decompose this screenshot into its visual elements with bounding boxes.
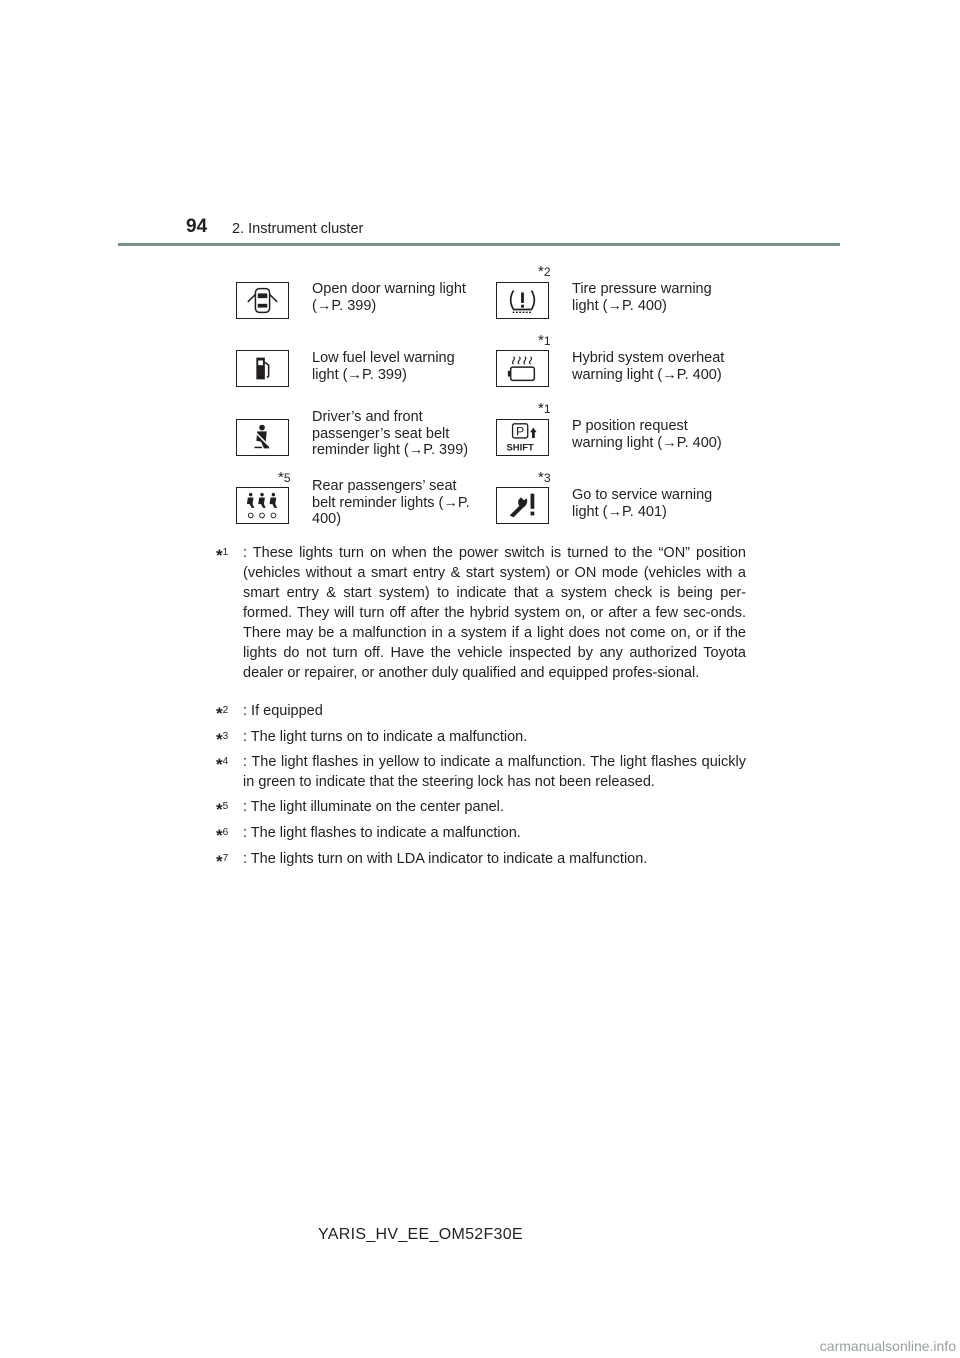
seat-belt-light-text: Driver’s and front passenger’s seat belt reminder light (→P. 399) bbox=[312, 409, 469, 458]
hybrid-overheat-light-text: Hybrid system overheat warning light (→P. 400) bbox=[572, 350, 725, 383]
footnote-text: : The light flashes in yellow to indicate a malfunction. The light flashes quickly in green to indicate that the steering lock has not been released. bbox=[243, 754, 746, 790]
footnote-star: *5 bbox=[278, 469, 291, 486]
shift-label: SHIFT bbox=[506, 442, 534, 454]
footnote-text: : The light illuminate on the center panel. bbox=[243, 799, 504, 815]
star-number: 5 bbox=[283, 471, 291, 485]
footnote-5: *$^5$ : The light illuminate on the center panel. bbox=[216, 797, 746, 817]
section-title: 2. Instrument cluster bbox=[232, 221, 364, 237]
seat-belt-icon bbox=[236, 419, 289, 456]
footnote-2: *$^2$ : If equipped bbox=[216, 701, 746, 721]
service-light-text: Go to service warning light (→P. 401) bbox=[572, 487, 713, 520]
p-position-light-text: P position request warning light (→P. 400) bbox=[572, 418, 722, 451]
rear-seat-belt-icon bbox=[236, 487, 289, 524]
open-door-icon bbox=[236, 282, 289, 319]
footnote-star: *2 bbox=[538, 263, 551, 280]
star-number: 1 bbox=[543, 402, 551, 416]
p-label: P bbox=[516, 424, 525, 439]
footnote-1: *$^1$ : These lights turn on when the power switch is turned to the “ON” position (vehicles without a smart entry & start system) or ON mode (vehicles with a smart entry & start system) to indicate that a system check is being per-formed. They will turn off after the hybrid system on, or after a few sec-onds. There may be a malfunction in a system if a light does not come on, or if the lights do not turn off. Have the vehicle inspected by any authorized Toyota dealer or repairer, or another duly qualified and equipped profes-sional. bbox=[216, 545, 746, 681]
tire-pressure-light-text: Tire pressure warning light (→P. 400) bbox=[572, 281, 712, 314]
document-code: YARIS_HV_EE_OM52F30E bbox=[318, 1226, 523, 1243]
footnote-text: : The lights turn on with LDA indicator to indicate a malfunction. bbox=[243, 851, 648, 867]
footnote-text: : If equipped bbox=[243, 703, 323, 719]
tire-pressure-icon bbox=[496, 282, 549, 319]
watermark: carmanualsonline.info bbox=[819, 1338, 956, 1354]
open-door-light-text: Open door warning light (→P. 399) bbox=[312, 281, 466, 314]
star-number: 2 bbox=[543, 265, 551, 279]
low-fuel-light-text: Low fuel level warning light (→P. 399) bbox=[312, 350, 455, 383]
footnote-star: *3 bbox=[538, 469, 551, 486]
p-shift-icon bbox=[496, 419, 549, 456]
rear-seat-belt-light-text: Rear passengers’ seat belt reminder lights (→P. 400) bbox=[312, 478, 470, 527]
star-number: 3 bbox=[543, 471, 551, 485]
footnote-text: : These lights turn on when the power switch is turned to the “ON” position (vehicles without a smart entry & start system) or ON mode (vehicles with a smart entry & start system) to indicate that a system check is being per-formed. They will turn off after the hybrid system on, or after a few sec-onds. There may be a malfunction in a system if a light does not come on, or if the lights do not turn off. Have the vehicle inspected by any authorized Toyota dealer or repairer, or another duly qualified and equipped profes-sional. bbox=[243, 545, 746, 681]
footnote-3: *$^3$ : The light turns on to indicate a malfunction. bbox=[216, 727, 746, 747]
hybrid-overheat-icon bbox=[496, 350, 549, 387]
wrench-warning-icon bbox=[496, 487, 549, 524]
star-number: 1 bbox=[543, 334, 551, 348]
footnote-star: *1 bbox=[538, 332, 551, 349]
header-rule bbox=[118, 243, 840, 246]
footnote-text: : The light turns on to indicate a malfunction. bbox=[243, 729, 528, 745]
page-number: 94 bbox=[186, 216, 208, 237]
footnote-4: *$^4$ : The light flashes in yellow to indicate a malfunction. The light flashes quickly in green to indicate that the steering lock has not been released. bbox=[216, 754, 746, 790]
footnote-text: : The light flashes to indicate a malfunction. bbox=[243, 825, 521, 841]
footnote-6: *$^6$ : The light flashes to indicate a malfunction. bbox=[216, 823, 746, 843]
footnote-star: *1 bbox=[538, 400, 551, 417]
footnote-7: *$^7$ : The lights turn on with LDA indicator to indicate a malfunction. bbox=[216, 849, 746, 869]
fuel-pump-icon bbox=[236, 350, 289, 387]
